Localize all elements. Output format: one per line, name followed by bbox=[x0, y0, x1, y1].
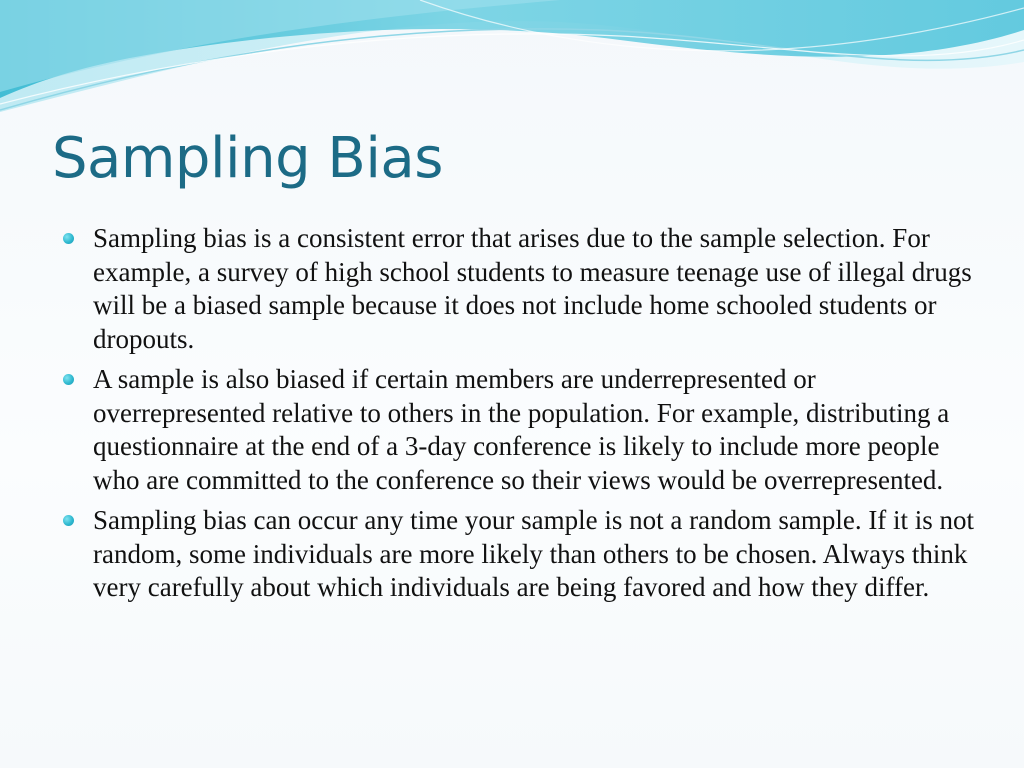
bullet-dot-icon bbox=[63, 233, 74, 244]
bullet-dot-icon bbox=[63, 374, 74, 385]
bullet-item bbox=[62, 504, 982, 605]
bullet-item bbox=[62, 363, 982, 497]
bullet-text: Sampling bias can occur any time your sample is not a random sample. If it is not random, some individuals are more likely than others to be chosen. Always think very carefully about which individuals are being favored and how they differ. bbox=[93, 505, 975, 602]
bullet-list bbox=[62, 222, 982, 612]
bullet-text: Sampling bias is a consistent error that arises due to the sample selection. For example, a survey of high school students to measure teenage use of illegal drugs will be a biased sample because it does not include home schooled students or dropouts. bbox=[93, 223, 972, 354]
slide-title: Sampling Bias bbox=[52, 126, 443, 191]
bullet-text: A sample is also biased if certain members are underrepresented or overrepresented relative to others in the population. For example, distributing a questionnaire at the end of a 3-day conference is likely to include more people who are committed to the conference so their views would be overrepresented. bbox=[93, 364, 950, 495]
wave-header-decoration bbox=[0, 0, 1024, 130]
bullet-dot-icon bbox=[63, 515, 74, 526]
bullet-item bbox=[62, 222, 982, 356]
